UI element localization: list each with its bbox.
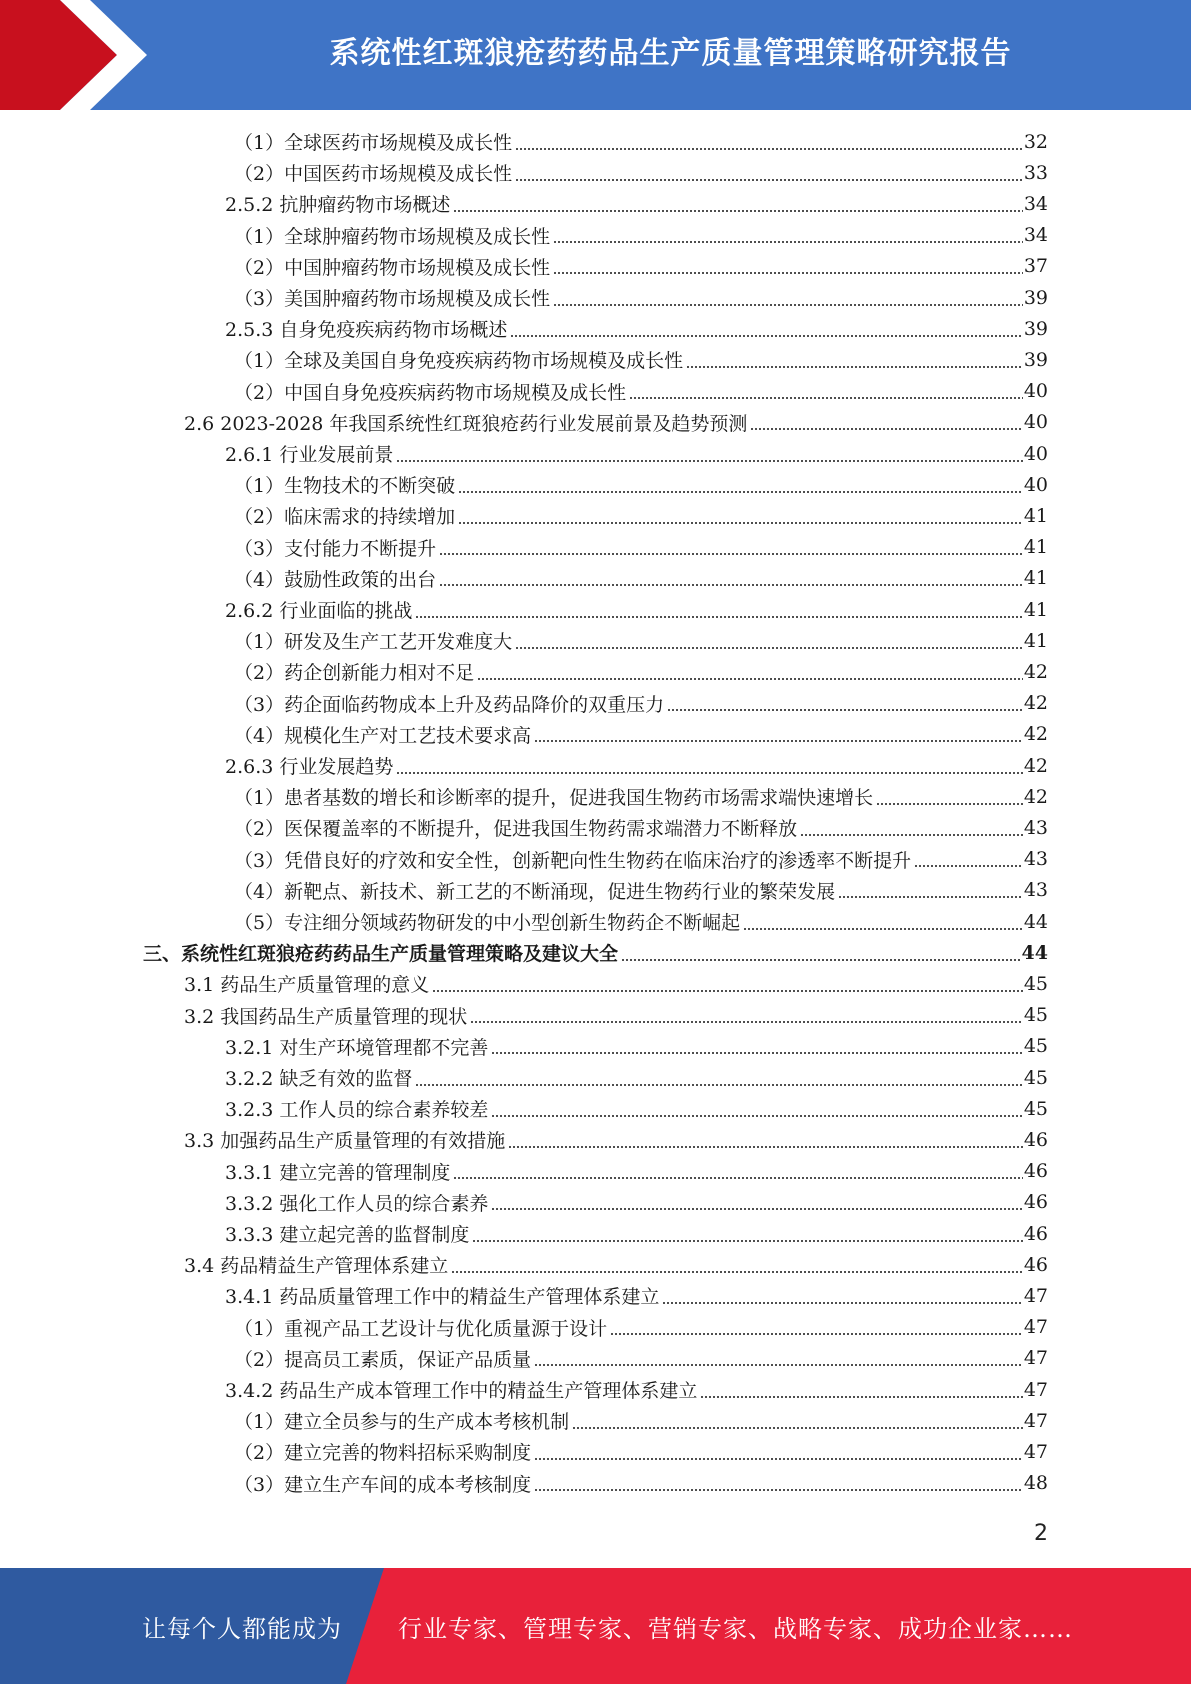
toc-entry-page: 41 xyxy=(1023,567,1048,590)
toc-entry-title: （2）建立完善的物料招标采购制度 xyxy=(234,1442,532,1465)
toc-entry-title: （1）重视产品工艺设计与优化质量源于设计 xyxy=(234,1317,608,1340)
toc-entry-title: 3.2 我国药品生产质量管理的现状 xyxy=(184,1005,468,1028)
toc-entry-page: 43 xyxy=(1023,879,1048,902)
toc-entry-title: （1）生物技术的不断突破 xyxy=(234,475,456,498)
toc-entry-title: 3.3.2 强化工作人员的综合素养 xyxy=(225,1192,489,1215)
toc-entry-title: （2）临床需求的持续增加 xyxy=(234,506,456,529)
toc-entry[interactable] xyxy=(234,282,1048,313)
toc-entry[interactable] xyxy=(143,937,1048,968)
toc-entry-page: 42 xyxy=(1023,785,1048,808)
toc-entry-page: 46 xyxy=(1023,1191,1048,1214)
toc-dot-leader xyxy=(662,1302,1022,1304)
toc-entry-page: 44 xyxy=(1021,941,1048,964)
footer-banner xyxy=(0,1568,1191,1684)
toc-entry-title: （5）专注细分领域药物研发的中小型创新生物药企不断崛起 xyxy=(234,912,741,934)
toc-entry-title: （1）患者基数的增长和诊断率的提升，促进我国生物药市场需求端快速增长 xyxy=(234,787,874,810)
toc-entry[interactable] xyxy=(234,563,1048,594)
toc-dot-leader xyxy=(553,304,1023,306)
toc-dot-leader xyxy=(553,241,1023,243)
toc-dot-leader xyxy=(750,428,1022,430)
toc-entry-title: 3.3 加强药品生产质量管理的有效措施 xyxy=(184,1130,506,1153)
toc-entry[interactable] xyxy=(234,500,1048,531)
toc-entry[interactable] xyxy=(234,344,1048,375)
toc-entry-page: 40 xyxy=(1023,473,1048,496)
toc-entry-title: （3）支付能力不断提升 xyxy=(234,537,437,560)
toc-entry-page: 45 xyxy=(1023,972,1048,995)
toc-entry-title: 2.6.1 行业发展前景 xyxy=(225,444,394,466)
toc-entry-title: （1）全球及美国自身免疫疾病药物市场规模及成长性 xyxy=(234,350,684,373)
toc-entry[interactable] xyxy=(234,1312,1048,1343)
toc-entry[interactable] xyxy=(184,1000,1048,1031)
toc-entry-title: 3.2.3 工作人员的综合素养较差 xyxy=(225,1099,489,1122)
toc-entry-page: 47 xyxy=(1023,1284,1048,1307)
toc-dot-leader xyxy=(572,1427,1023,1429)
toc-entry-page: 46 xyxy=(1023,1128,1048,1151)
toc-dot-leader xyxy=(621,959,1021,961)
toc-dot-leader xyxy=(453,210,1022,212)
toc-entry-title: （2）提高员工素质，保证产品质量 xyxy=(234,1348,532,1371)
toc-dot-leader xyxy=(396,772,1022,774)
toc-dot-leader xyxy=(477,678,1023,680)
toc-entry-page: 40 xyxy=(1023,411,1048,434)
toc-entry[interactable] xyxy=(234,719,1048,750)
page-number: 2 xyxy=(1034,1521,1048,1546)
toc-entry-title: （3）凭借良好的疗效和安全性，创新靶向性生物药在临床治疗的渗透率不断提升 xyxy=(234,849,912,872)
toc-entry[interactable] xyxy=(234,1343,1048,1374)
toc-entry[interactable] xyxy=(234,906,1048,937)
toc-dot-leader xyxy=(439,553,1023,555)
toc-dot-leader xyxy=(534,1489,1023,1491)
toc-entry-title: 3.4.1 药品质量管理工作中的精益生产管理体系建立 xyxy=(225,1286,660,1309)
toc-entry[interactable] xyxy=(234,1436,1048,1467)
toc-entry-page: 46 xyxy=(1023,1160,1048,1183)
toc-entry-page: 41 xyxy=(1023,536,1048,559)
toc-entry[interactable] xyxy=(225,1280,1048,1311)
toc-dot-leader xyxy=(453,1177,1022,1179)
toc-dot-leader xyxy=(800,834,1023,836)
toc-entry-page: 42 xyxy=(1023,660,1048,683)
toc-entry-title: （3）建立生产车间的成本考核制度 xyxy=(234,1473,532,1496)
toc-entry-page: 45 xyxy=(1023,1066,1048,1089)
toc-dot-leader xyxy=(491,1115,1022,1117)
toc-dot-leader xyxy=(432,990,1023,992)
toc-entry-page: 48 xyxy=(1023,1472,1048,1495)
toc-entry-title: 三、系统性红斑狼疮药药品生产质量管理策略及建议大全 xyxy=(143,943,619,966)
toc-entry-page: 41 xyxy=(1023,598,1048,621)
toc-dot-leader xyxy=(743,928,1023,930)
toc-entry[interactable] xyxy=(234,126,1048,157)
toc-entry[interactable] xyxy=(234,781,1048,812)
toc-entry-page: 45 xyxy=(1023,1035,1048,1058)
toc-entry-page: 47 xyxy=(1023,1378,1048,1401)
toc-entry[interactable] xyxy=(225,1093,1048,1124)
toc-dot-leader xyxy=(439,584,1023,586)
toc-entry-page: 37 xyxy=(1023,255,1048,278)
toc-entry-page: 39 xyxy=(1023,317,1048,340)
toc-dot-leader xyxy=(415,616,1022,618)
toc-entry-page: 44 xyxy=(1023,910,1048,933)
toc-entry[interactable] xyxy=(225,594,1048,625)
toc-entry[interactable] xyxy=(234,1468,1048,1499)
toc-entry-page: 47 xyxy=(1023,1440,1048,1463)
toc-entry-title: 2.5.2 抗肿瘤药物市场概述 xyxy=(225,194,451,217)
toc-entry[interactable] xyxy=(234,220,1048,251)
toc-entry-page: 46 xyxy=(1023,1253,1048,1276)
toc-dot-leader xyxy=(458,522,1023,524)
toc-entry-page: 47 xyxy=(1023,1409,1048,1432)
toc-entry-page: 43 xyxy=(1023,816,1048,839)
toc-entry-title: （2）药企创新能力相对不足 xyxy=(234,662,475,685)
toc-dot-leader xyxy=(470,1021,1023,1023)
toc-entry-title: （1）全球医药市场规模及成长性 xyxy=(234,132,513,154)
toc-dot-leader xyxy=(914,865,1023,867)
toc-entry[interactable] xyxy=(225,1187,1048,1218)
toc-dot-leader xyxy=(458,491,1023,493)
toc-entry-title: 2.5.3 自身免疫疾病药物市场概述 xyxy=(225,319,508,342)
toc-dot-leader xyxy=(610,1333,1023,1335)
toc-dot-leader xyxy=(472,1240,1022,1242)
toc-entry-title: 3.1 药品生产质量管理的意义 xyxy=(184,974,430,997)
toc-dot-leader xyxy=(451,1271,1023,1273)
toc-dot-leader xyxy=(838,896,1023,898)
toc-dot-leader xyxy=(491,1208,1022,1210)
toc-dot-leader xyxy=(510,335,1022,337)
toc-entry[interactable] xyxy=(234,251,1048,282)
toc-dot-leader xyxy=(515,179,1023,181)
toc-dot-leader xyxy=(396,460,1022,462)
toc-entry-title: （2）中国医药市场规模及成长性 xyxy=(234,163,513,186)
toc-entry-page: 39 xyxy=(1023,286,1048,309)
toc-entry-title: （4）规模化生产对工艺技术要求高 xyxy=(234,724,532,747)
toc-entry-page: 45 xyxy=(1023,1097,1048,1120)
footer-slogan-lead: 让每个人都能成为 xyxy=(142,1614,342,1643)
toc-entry[interactable] xyxy=(184,1249,1048,1280)
toc-entry[interactable] xyxy=(184,407,1048,438)
toc-dot-leader xyxy=(667,709,1023,711)
report-header xyxy=(0,0,1191,110)
toc-entry[interactable] xyxy=(225,1218,1048,1249)
toc-entry[interactable] xyxy=(234,656,1048,687)
toc-entry[interactable] xyxy=(225,188,1048,219)
toc-dot-leader xyxy=(534,1364,1023,1366)
toc-entry-title: （1）全球肿瘤药物市场规模及成长性 xyxy=(234,225,551,248)
toc-entry[interactable] xyxy=(184,968,1048,999)
toc-entry-title: 2.6.3 行业发展趋势 xyxy=(225,756,394,778)
toc-entry-page: 39 xyxy=(1023,348,1048,371)
toc-entry[interactable] xyxy=(234,625,1048,656)
toc-dot-leader xyxy=(534,740,1023,742)
toc-entry[interactable] xyxy=(225,1031,1048,1062)
toc-dot-leader xyxy=(686,366,1023,368)
toc-entry-title: （4）鼓励性政策的出台 xyxy=(234,568,437,591)
toc-entry-page: 41 xyxy=(1023,629,1048,652)
toc-entry[interactable] xyxy=(184,1124,1048,1155)
toc-entry[interactable] xyxy=(234,812,1048,843)
toc-dot-leader xyxy=(876,803,1023,805)
toc-entry[interactable] xyxy=(234,875,1048,906)
toc-entry[interactable] xyxy=(225,750,1048,781)
toc-entry[interactable] xyxy=(225,1374,1048,1405)
toc-entry-page: 32 xyxy=(1023,130,1048,153)
toc-entry[interactable] xyxy=(234,532,1048,563)
toc-entry-title: 3.4 药品精益生产管理体系建立 xyxy=(184,1255,449,1278)
toc-entry-page: 34 xyxy=(1023,224,1048,247)
toc-entry[interactable] xyxy=(234,376,1048,407)
toc-entry[interactable] xyxy=(225,1062,1048,1093)
toc-entry-page: 43 xyxy=(1023,848,1048,871)
toc-entry-title: （4）新靶点、新技术、新工艺的不断涌现，促进生物药行业的繁荣发展 xyxy=(234,880,836,903)
toc-dot-leader xyxy=(629,397,1023,399)
toc-entry-page: 47 xyxy=(1023,1316,1048,1339)
toc-entry-title: 3.3.1 建立完善的管理制度 xyxy=(225,1161,451,1184)
toc-entry[interactable] xyxy=(234,1405,1048,1436)
toc-entry[interactable] xyxy=(234,157,1048,188)
toc-entry-title: 2.6 2023-2028 年我国系统性红斑狼疮药行业发展前景及趋势预测 xyxy=(184,412,748,435)
toc-entry-title: 3.4.2 药品生产成本管理工作中的精益生产管理体系建立 xyxy=(225,1380,698,1402)
toc-entry-page: 47 xyxy=(1023,1347,1048,1370)
toc-entry[interactable] xyxy=(225,438,1048,469)
toc-entry[interactable] xyxy=(225,313,1048,344)
toc-entry-title: （3）药企面临药物成本上升及药品降价的双重压力 xyxy=(234,693,665,716)
toc-dot-leader xyxy=(491,1052,1022,1054)
toc-entry-title: 3.2.2 缺乏有效的监督 xyxy=(225,1068,413,1090)
toc-entry-page: 40 xyxy=(1023,442,1048,465)
toc-dot-leader xyxy=(515,148,1023,150)
report-title: 系统性红斑狼疮药药品生产质量管理策略研究报告 xyxy=(329,36,1012,71)
toc-entry-title: 2.6.2 行业面临的挑战 xyxy=(225,600,413,622)
toc-entry-page: 41 xyxy=(1023,504,1048,527)
toc-entry-title: 3.3.3 建立起完善的监督制度 xyxy=(225,1224,470,1246)
toc-entry-page: 33 xyxy=(1023,161,1048,184)
toc-dot-leader xyxy=(553,272,1023,274)
toc-entry-page: 34 xyxy=(1023,192,1048,215)
toc-dot-leader xyxy=(415,1084,1022,1086)
toc-entry[interactable] xyxy=(225,1156,1048,1187)
toc-entry-page: 40 xyxy=(1023,380,1048,403)
toc-entry-page: 42 xyxy=(1023,723,1048,746)
toc-entry-title: （2）中国肿瘤药物市场规模及成长性 xyxy=(234,256,551,279)
toc-entry-page: 42 xyxy=(1023,754,1048,777)
toc-entry[interactable] xyxy=(234,688,1048,719)
toc-entry-title: （1）研发及生产工艺开发难度大 xyxy=(234,631,513,654)
toc-entry-page: 42 xyxy=(1023,692,1048,715)
toc-entry-title: （1）建立全员参与的生产成本考核机制 xyxy=(234,1411,570,1434)
toc-entry-title: 3.2.1 对生产环境管理都不完善 xyxy=(225,1036,489,1059)
toc-entry[interactable] xyxy=(234,844,1048,875)
toc-entry-title: （2）医保覆盖率的不断提升，促进我国生物药需求端潜力不断释放 xyxy=(234,818,798,841)
toc-entry-title: （2）中国自身免疫疾病药物市场规模及成长性 xyxy=(234,381,627,404)
toc-entry-page: 46 xyxy=(1023,1222,1048,1245)
toc-dot-leader xyxy=(508,1146,1023,1148)
toc-dot-leader xyxy=(515,647,1023,649)
toc-dot-leader xyxy=(700,1396,1022,1398)
footer-slogan-roles: 行业专家、管理专家、营销专家、战略专家、成功企业家…… xyxy=(398,1614,1073,1643)
toc-dot-leader xyxy=(534,1458,1023,1460)
toc-entry[interactable] xyxy=(234,469,1048,500)
toc-entry-page: 45 xyxy=(1023,1004,1048,1027)
toc-entry-title: （3）美国肿瘤药物市场规模及成长性 xyxy=(234,288,551,310)
